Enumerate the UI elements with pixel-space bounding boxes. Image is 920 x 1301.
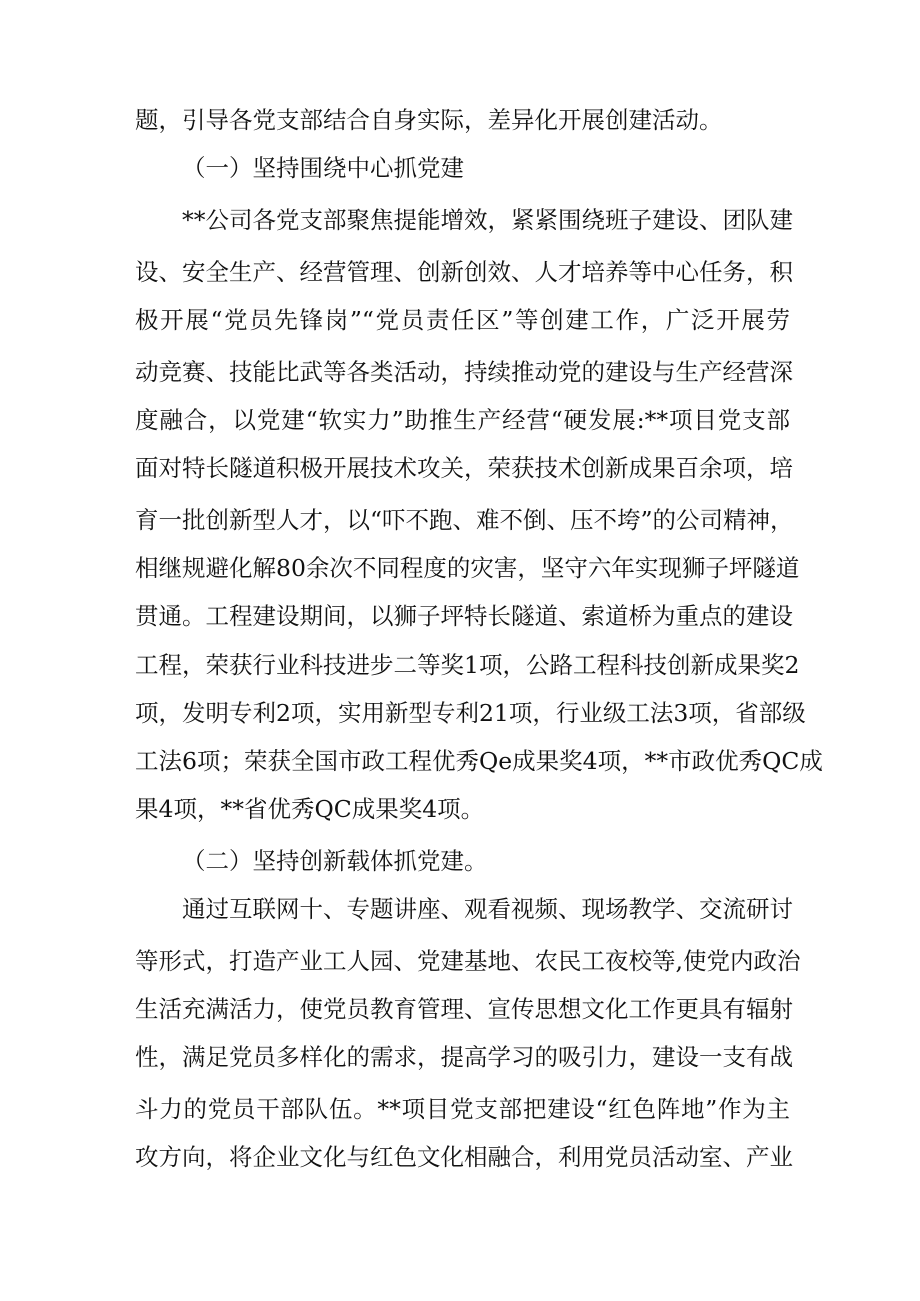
paragraph-line: 果4项，**省优秀QC成果奖4项。 — [135, 795, 485, 823]
paragraph-line: 攻方向，将企业文化与红色文化相融合，利用党员活动室、产业 — [135, 1143, 793, 1171]
paragraph-line: 斗力的党员干部队伍。**项目党支部把建设“红色阵地”作为主 — [135, 1095, 790, 1123]
paragraph-line: **公司各党支部聚焦提能增效，紧紧围绕班子建设、团队建 — [182, 206, 793, 234]
paragraph-line: 动竞赛、技能比武等各类活动，持续推动党的建设与生产经营深 — [135, 358, 793, 386]
paragraph-line: 通过互联网十、专题讲座、观看视频、现场教学、交流研讨 — [182, 895, 793, 923]
paragraph-line: 设、安全生产、经营管理、创新创效、人才培养等中心任务，积 — [135, 258, 793, 286]
paragraph-line: 贯通。工程建设期间，以狮子坪特长隧道、索道桥为重点的建设 — [135, 602, 793, 630]
paragraph-line: 面对特长隧道积极开展技术攻关，荣获技术创新成果百余项，培 — [135, 454, 793, 482]
paragraph-line: 工法6项；荣获全国市政工程优秀Qe成果奖4项，**市政优秀QC成 — [135, 747, 823, 775]
paragraph-line: 相继规避化解80余次不同程度的灾害，坚守六年实现狮子坪隧道 — [135, 554, 800, 582]
paragraph-line: 题，引导各党支部结合自身实际，差异化开展创建活动。 — [135, 106, 723, 134]
paragraph-line: 生活充满活力，使党员教育管理、宣传思想文化工作更具有辐射 — [135, 995, 793, 1023]
paragraph-line: 等形式，打造产业工人园、党建基地、农民工夜校等,使党内政治 — [135, 947, 801, 975]
section-heading: （一）坚持围绕中心抓党建 — [182, 154, 464, 182]
paragraph-line: 育一批创新型人才，以“吓不跑、难不倒、压不垮”的公司精神， — [135, 506, 794, 534]
paragraph-line: 度融合，以党建“软实力”助推生产经营“硬发展:**项目党支部 — [135, 406, 790, 434]
section-heading: （二）坚持创新载体抓党建。 — [182, 847, 488, 875]
paragraph-line: 工程，荣获行业科技进步二等奖1项，公路工程科技创新成果奖2 — [135, 651, 800, 679]
paragraph-line: 性，满足党员多样化的需求，提高学习的吸引力，建设一支有战 — [135, 1043, 793, 1071]
paragraph-line: 项，发明专利2项，实用新型专利21项，行业级工法3项，省部级 — [135, 699, 806, 727]
paragraph-line: 极开展“党员先锋岗”“党员责任区”等创建工作，广泛开展劳 — [135, 306, 790, 334]
